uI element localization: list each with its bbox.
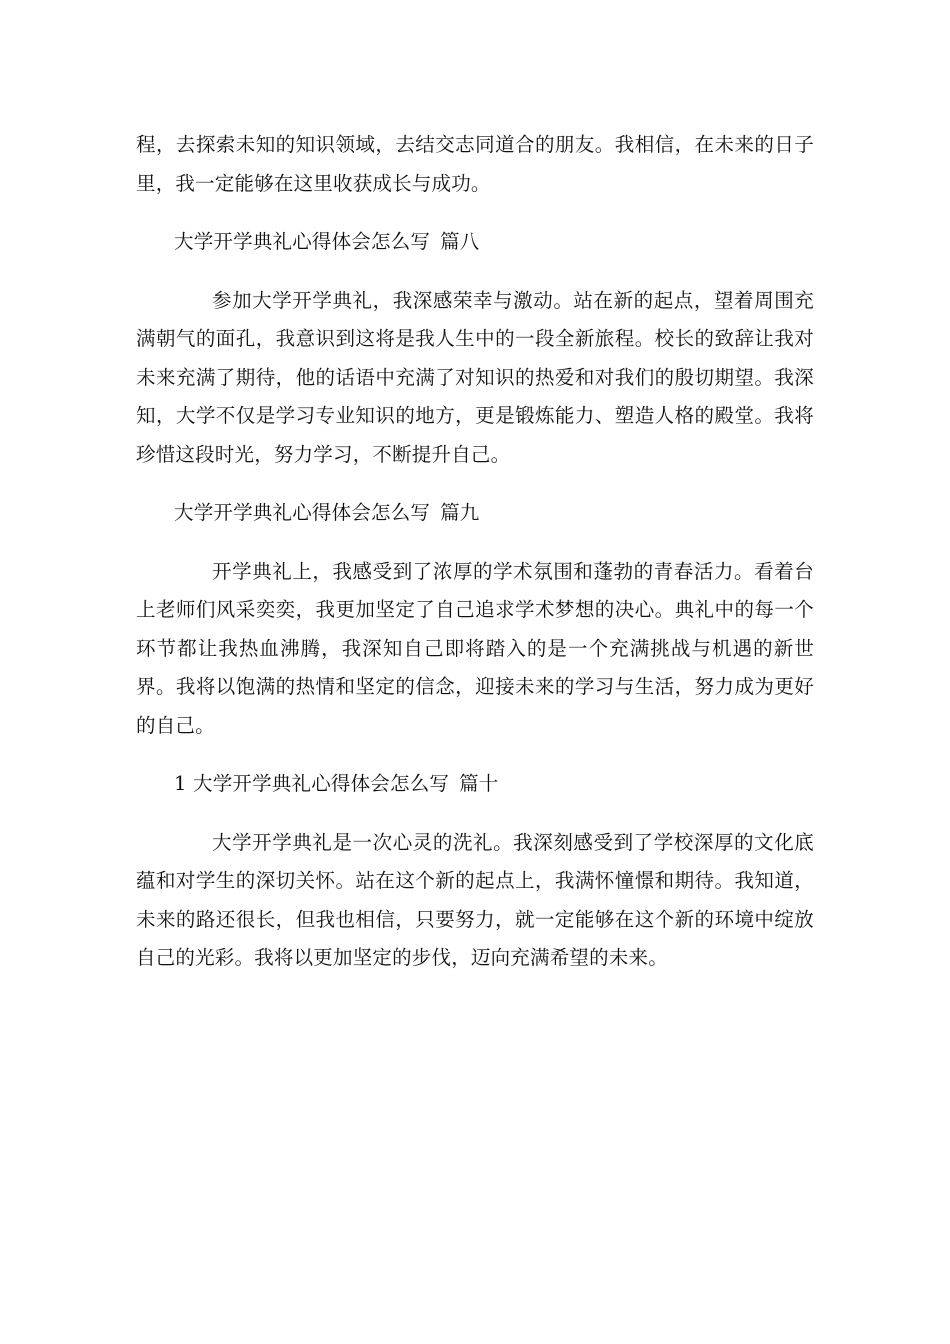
paragraph-continuation: 程，去探索未知的知识领域，去结交志同道合的朋友。我相信，在未来的日子里，我一定能够在这里收获成长与成功。 <box>136 133 814 195</box>
document-body <box>136 126 814 998</box>
section-heading-number: 篇十 <box>459 772 499 795</box>
section-heading-9 <box>136 494 814 533</box>
section-heading-title: 1 大学开学典礼心得体会怎么写 <box>174 772 450 795</box>
section-heading-number: 篇九 <box>440 501 480 524</box>
paragraph-section-10: 大学开学典礼是一次心灵的洗礼。我深刻感受到了学校深厚的文化底蕴和对学生的深切关怀。站在这个新的起点上，我满怀憧憬和期待。我知道，未来的路还很长，但我也相信，只要努力，就一定能够在这个新的环境中绽放自己的光彩。我将以更加坚定的步伐，迈向充满希望的未来。 <box>136 830 814 969</box>
section-heading-10 <box>136 765 814 804</box>
paragraph-section-9: 开学典礼上，我感受到了浓厚的学术氛围和蓬勃的青春活力。看着台上老师们风采奕奕，我更加坚定了自己追求学术梦想的决心。典礼中的每一个环节都让我热血沸腾，我深知自己即将踏入的是一个充满挑战与机遇的新世界。我将以饱满的热情和坚定的信念，迎接未来的学习与生活，努力成为更好的自己。 <box>136 559 814 737</box>
paragraph-section-8: 参加大学开学典礼，我深感荣幸与激动。站在新的起点，望着周围充满朝气的面孔，我意识到这将是我人生中的一段全新旅程。校长的致辞让我对未来充满了期待，他的话语中充满了对知识的热爱和对我们的殷切期望。我深知，大学不仅是学习专业知识的地方，更是锻炼能力、塑造人格的殿堂。我将珍惜这段时光，努力学习，不断提升自己。 <box>136 288 814 466</box>
section-heading-title: 大学开学典礼心得体会怎么写 <box>174 230 431 253</box>
section-heading-8 <box>136 223 814 262</box>
section-heading-number: 篇八 <box>440 230 480 253</box>
section-heading-title: 大学开学典礼心得体会怎么写 <box>174 501 431 524</box>
